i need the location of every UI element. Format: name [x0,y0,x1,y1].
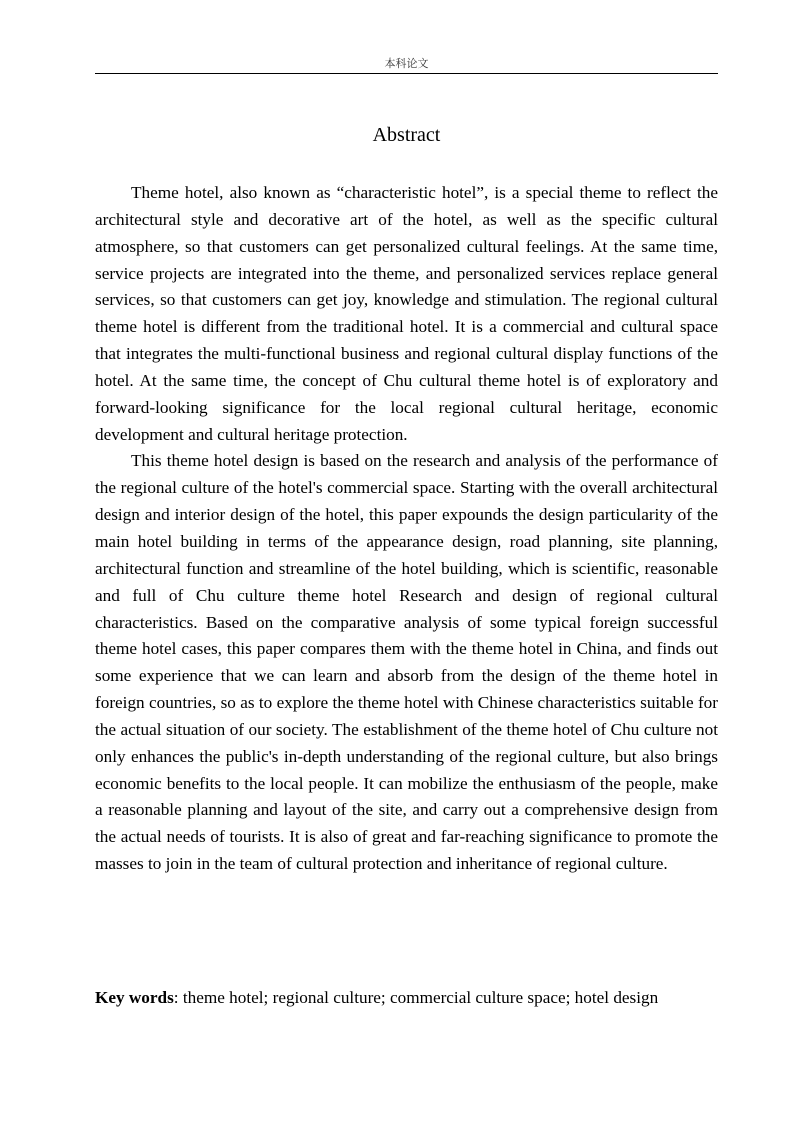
keywords-separator: : [173,988,183,1007]
abstract-title: Abstract [372,124,441,146]
page-header: 本科论文 [384,57,429,70]
keywords-text: theme hotel; regional culture; commercial culture space; hotel design [182,988,659,1007]
header-rule [95,73,718,74]
abstract-paragraph-1: Theme hotel, also known as “characteristic hotel”, is a special theme to reflect the architectural style and decorative art of the hotel, as well as the specific cultural atmosphere, so that customers can get personalized cultural feelings. At the same time, service projects are integrated into the theme, and personalized services replace general services, so that customers can get joy, knowledge and stimulation. The regional cultural theme hotel is different from the traditional hotel. It is a commercial and cultural space that integrates the multi-functional business and regional cultural display functions of the hotel. At the same time, the concept of Chu cultural theme hotel is of exploratory and forward-looking significance for the local regional cultural heritage, economic development and cultural heritage protection. [95,183,718,444]
keywords-label: Key words [95,988,174,1007]
abstract-paragraph-2: This theme hotel design is based on the research and analysis of the performance of the regional culture of the hotel's commercial space. Starting with the overall architectural design and interior design of the hotel, this paper expounds the design particularity of the main hotel building in terms of the appearance design, road planning, site planning, architectural function and streamline of the hotel building, which is scientific, reasonable and full of Chu culture theme hotel Research and design of regional cultural characteristics. Based on the comparative analysis of some typical foreign successful theme hotel cases, this paper compares them with the theme hotel in China, and finds out some experience that we can learn and absorb from the design of the theme hotel in foreign countries, so as to explore the theme hotel with Chinese characteristics suitable for the actual situation of our society. The establishment of the theme hotel of Chu culture not only enhances the public's in-depth understanding of the regional culture, but also brings economic benefits to the local people. It can mobilize the enthusiasm of the people, make a reasonable planning and layout of the site, and carry out a comprehensive design from the actual needs of tourists. It is also of great and far-reaching significance to promote the masses to join in the team of cultural protection and inheritance of regional culture. [95,451,718,874]
keywords-line [95,985,718,1011]
abstract-body [95,180,718,878]
